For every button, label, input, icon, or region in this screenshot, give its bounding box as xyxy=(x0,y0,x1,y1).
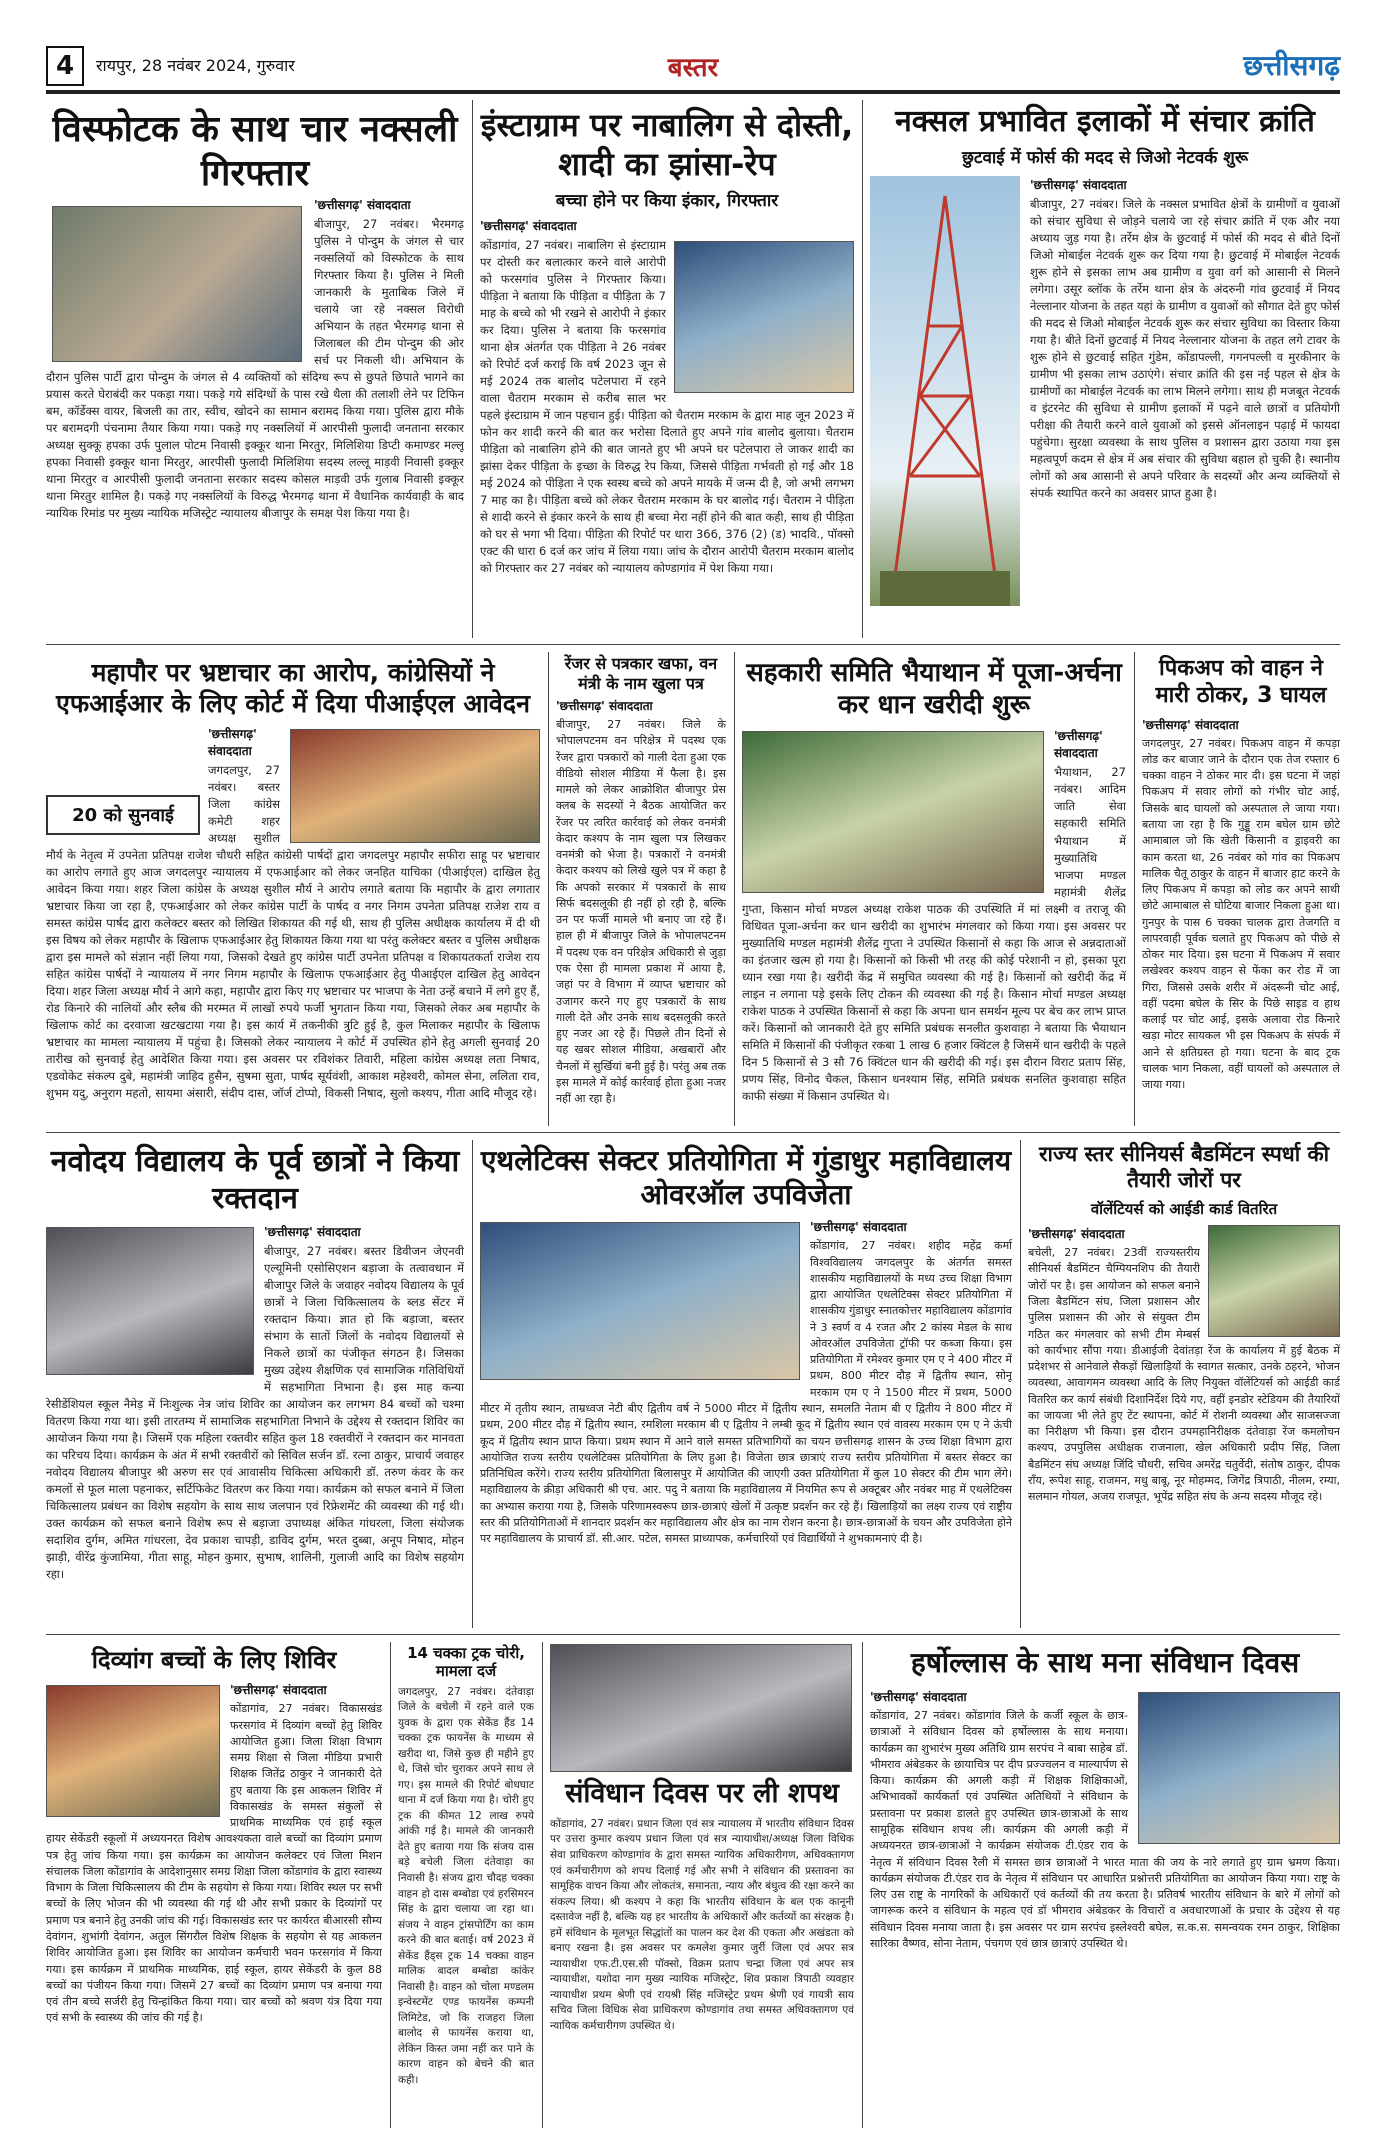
hearing-callout: 20 को सुनवाई xyxy=(46,795,200,835)
article-body: कोंडागांव, 27 नवंबर। नाबालिग से इंस्टाग्राम पर दोस्ती कर बलात्कार करने वाले आरोपी को फरसगांव पुलिस ने गिरफ्तार किया। पीड़िता ने बताया कि पीड़िता व पीड़िता के 7 माह के बच्चे को भी रखने से आरोपी ने इंकार कर दिया। पुलिस ने बताया कि फरसगांव थाना क्षेत्र अंतर्गत एक पीड़िता ने 26 नवंबर को रिपोर्ट दर्ज कराई कि वर्ष 2023 जून से मई 2024 तक बालोद पटेलपारा में रहने वाला चैतराम मरकाम से करीब साल भर पहले इंस्टाग्राम में जान पहचान हुई। पीड़िता को चैतराम मरकाम के द्वारा माह जून 2023 में फोन कर शादी करने की बात कर भरोसा दिलाते हुए अपने गांव बालोद बुलाया। चैतराम पीड़िता को नाबालिग होने की बात जानते हुए भी अपने घर पटेलपारा ले जाकर शादी का झांसा देकर पीड़िता के इच्छा के विरुद्ध रेप किया, जिससे पीड़िता गर्भवती हो गई और 18 मई 2024 को पीड़िता ने एक स्वस्थ बच्चे को अपने मायके में जन्म दी है, जो अभी लगभग 7 माह का है। पीड़िता बच्चे को लेकर चैतराम मरकाम के घर बालोद गई। चैतराम ने पीड़िता से शादी करने से इंकार करने के साथ ही बच्चा मेरा नहीं होने की बात कही, साथ ही पीड़िता को घर से भगा भी दिया। पीड़िता की रिपोर्ट पर धारा 366, 376 (2) (ड) भादवि., पॉक्सो एक्ट की धारा 6 दर्ज कर जांच में लिया गया। जांच के दौरान आरोपी चैतराम मरकाम बालोद को गिरफ्तार कर 27 नवंबर को न्यायालय कोण्डागांव में पेश किया गया। xyxy=(480,238,854,576)
article-body: कोंडागांव, 27 नवंबर। कोंडागांव जिले के कर्जी स्कूल के छात्र-छात्राओं ने संविधान दिवस को हर्षोल्लास के साथ मनाया। कार्यक्रम का शुभारंभ मुख्य अतिथि ग्राम सरपंच ने बाबा साहेब डॉ. भीमराव अंबेडकर के छायाचित्र पर दीप प्रज्ज्वलन व माल्यार्पण से किया। कार्यक्रम की अगली कड़ी में शिक्षक शिक्षिकाओं, अभिभावकों कार्यकर्ता एवं उपस्थित अतिथियों ने संविधान के प्रस्तावना पर प्रकाश डालते हुए उपस्थित छात्र-छात्राओं के साथ सामूहिक संविधान शपथ ली। कार्यक्रम की अगली कड़ी में अध्ययनरत छात्र-छात्राओं ने कार्यक्रम संयोजक टी.एंडर राव के नेतृत्व में संविधान दिवस रैली में समस्त छात्र छात्राओं ने भारत माता की जय के नारे लगाते हुए ग्राम भ्रमण किया। कार्यक्रम संयोजक टी.एंडर राव के नेतृत्व में संविधान पर आधारित प्रश्नोत्तरी प्रतियोगिता का आयोजन किया गया। राष्ट्र के लिए उस राष्ट्र के नागरिकों के अधिकारों एवं कर्तव्यों की तय करता है। प्रतिवर्ष भारतीय संविधान के बारे में लोगों को जागरूक करने व संविधान के महत्व एवं डॉ भीमराव अंबेडकर के विचारों व अवधारणाओं के प्रचार के उद्देश्य से यह संविधान दिवस मनाया जाता है। इस अवसर पर ग्राम सरपंच इस्लेश्वरी बघेल, स.क.स. समन्वयक रमन ठाकुर, शिक्षिका सारिका वैष्णव, सोना नेताम, पंचगण एवं छात्र छात्राएं उपस्थित थे। xyxy=(870,1709,1340,1950)
byline: 'छत्तीसगढ़' संवाददाता xyxy=(810,1220,907,1235)
headline: 14 चक्का ट्रक चोरी, मामला दर्ज xyxy=(407,1644,525,1681)
byline: 'छत्तीसगढ़' संवाददाता xyxy=(230,1683,327,1698)
article-body: बीजापुर, 27 नवंबर। बस्तर डिवीजन जेएनवी एल्यूमिनी एसोसिएशन बड़ाजा के तत्वावधान में बीजापुर जिले के जवाहर नवोदय विद्यालय के पूर्व छात्रों ने जिला चिकित्सालय के ब्लड सेंटर में रक्तदान किया। ज्ञात हो कि बड़ाजा, बस्तर संभाग के सातों जिलों के नवोदय विद्यालयों से निकले छात्रों का पंजीकृत संगठन है। जिसका मुख्य उद्देश्य शैक्षणिक एवं सामाजिक गतिविधियों में सहभागिता निभाना है। इस माह कन्या रेसीडेंशियल स्कूल नैमेड़ में निःशुल्क नेत्र जांच शिविर का आयोजन कर लगभग 84 बच्चों को चश्मा वितरण किया गया था। इसी तारतम्य में सामाजिक सहभागिता निभाने के उद्देश्य से रक्तदान शिविर का आयोजन किया गया है। जिसमें एक महिला रक्तवीर सहित कुल 18 रक्तवीरों ने रक्तदान कर मानवता का परिचय दिया। कार्यक्रम के अंत में सभी रक्तवीरों को सिविल सर्जन डॉ. रत्ना ठाकुर, प्राचार्य जवाहर नवोदय विद्यालय बीजापुर श्री अरुण सर एवं आवासीय चिकित्सा अधिकारी डॉ. तरुण कंवर के कर कमलों से फूल माला पहनाकर, सर्टिफिकेट वितरण कर किया गया। कार्यक्रम को सफल बनाने में जिला चिकित्सालय प्रबंधन का विशेष सहयोग के साथ साथ जलपान एवं रिफ्रेशमेंट की व्यवस्था की गई थी। उक्त कार्यक्रम को सफल बनाने विशेष रूप से बड़ाजा उपाध्यक्ष अंकित गांधरला, जिला संयोजक सदाशिव दुर्गम, अमित गांधरला, देव प्रकाश चापड़ी, डाविद दुर्गम, भरत दुब्बा, अनूप निषाद, मोहन झाड़ी, वीरेंद्र कुंजामिया, गीता साहू, मोहन कुमार, सुभाष, शालिनी, गुलाजी आदि का विशेष सहयोग रहा। xyxy=(46,1244,464,1582)
dateline: रायपुर, 28 नवंबर 2024, गुरुवार xyxy=(96,56,295,75)
subheadline: छुटवाई में फोर्स की मदद से जिओ नेटवर्क शुरू xyxy=(961,147,1249,168)
byline: 'छत्तीसगढ़' संवाददाता xyxy=(480,219,577,234)
camp-photo xyxy=(46,1685,220,1817)
byline: 'छत्तीसगढ़' संवाददाता xyxy=(870,1690,967,1705)
headline: विस्फोटक के साथ चार नक्सली गिरफ्तार xyxy=(52,109,458,194)
article-body: जगदलपुर, 27 नवंबर। बस्तर जिला कांग्रेस कमेटी शहर अध्यक्ष सुशील मौर्य के नेतृत्व में उपनेता प्रतिपक्ष राजेश चौधरी सहित कांग्रेसी पार्षदों द्वारा जगदलपुर महापौर सफीरा साहू पर भ्रष्टाचार का आरोप लगाते हुए आज जगदलपुर न्यायालय में एफआईआर को लेकर जनहित याचिका (पीआईएल) दाखिल हेतु आवेदन किया गया। शहर जिला कांग्रेस के अध्यक्ष सुशील मौर्य ने आरोप लगाते बताया कि महापौर के द्वारा लगातार भ्रष्टाचार किया जा रहा है, एफआईआर को लेकर कांग्रेस पार्टी के पार्षद व नगर निगम उपनेता प्रतिपक्ष राजेश राय व समस्त कांग्रेस पार्षद द्वारा कलेक्टर बस्तर को लिखित शिकायत की गई थी, साथ ही पुलिस अधीक्षक कार्यालय में दी थी इस विषय को लेकर महापौर के खिलाफ एफआईआर हेतु शिकायत किया गया था परंतु कलेक्टर बस्तर व पुलिस अधीक्षक द्वारा इस मामले को संज्ञान नहीं लिया गया, जिसको देखते हुए कांग्रेस पार्टी उपनेता प्रतिपक्ष व शिकायतकर्ता राजेश राय सहित कांग्रेस पार्षदों ने न्यायालय में नगर निगम महापौर के खिलाफ एफआईआर हेतु पीआईएल दाखिल हेतु आवेदन दिया। शहर जिला अध्यक्ष मौर्य ने आगे कहा, महापौर द्वारा किए गए भ्रष्टाचार पर भाजपा के नेता उन्हें बचाने में लगे हुए हैं, रोड किनारे की नालियों और स्लैब की मरम्मत में लाखों रुपये फर्जी भुगतान किया गया, जिसको लेकर अब महापौर के खिलाफ कोर्ट का दरवाजा खटखटाया गया है। इस कार्य में तकनीकी त्रुटि हुई है, कुल मिलाकर महापौर के खिलाफ भ्रष्टाचार का मामला न्यायालय में पहुंचा है। जिसको लेकर न्यायालय ने कोर्ट में उपस्थित होने हेतु अगली सुनवाई 20 तारीख को सुनवाई हेतु आदेशित किया गया। इस अवसर पर रविशंकर तिवारी, महिला कांग्रेस अध्यक्ष लता निषाद, एडवोकेट संकल्प दुबे, महामंत्री जाहिद हुसैन, सुषमा सुता, पार्षद सूर्यवंशी, आकाश महेश्वरी, कोमल सेना, ललिता राव, शुभम यदु, अनुराग महतो, सायमा अंसारी, संदीप दास, जॉर्ज टोप्पो, विकसी निषाद, सुलो कश्यप, गीता आदि मौजूद रहे। xyxy=(46,763,540,1101)
byline: 'छत्तीसगढ़' संवाददाता xyxy=(1028,1227,1125,1242)
headline: सहकारी समिति भैयाथान में पूजा-अर्चना कर धान खरीदी शुरू xyxy=(746,658,1122,720)
column-rule xyxy=(862,1642,863,2128)
byline: 'छत्तीसगढ़' संवाददाता xyxy=(556,699,653,714)
article-body: बीजापुर, 27 नवंबर। जिले के भोपालपटनम वन परिक्षेत्र में पदस्थ एक रेंजर द्वारा पत्रकारों को गाली देता हुआ एक वीडियो सोशल मीडिया में फैला है। इस मामले को लेकर आक्रोशित बीजापुर प्रेस क्लब के सदस्यों ने बैठक आयोजित कर रेंजर पर त्वरित कार्रवाई को लेकर वनमंत्री केदार कश्यप के नाम खुला पत्र लिखकर वनमंत्री को भेजा है। पत्रकारों ने वनमंत्री केदार कश्यप को लिखे खुले पत्र में कहा है कि अपको सरकार में पत्रकारों के साथ सिर्फ बदसलूकी ही नहीं हो रही है, बल्कि उन पर फर्जी मामले भी बनाए जा रहे हैं। हाल ही में बीजापुर जिले के भोपालपटनम में पदस्थ एक वन परिक्षेत्र अधिकारी से जुड़ा एक ऐसा ही मामला प्रकाश में आया है, जहां पर वे विभाग में व्याप्त भ्रष्टाचार को उजागर करने गए हुए पत्रकारों के साथ गाली देते और उनके साथ बदसलूकी करते हुए नजर आ रहे हैं। पिछले तीन दिनों से यह खबर सोशल मीडिया, अखबारों और चैनलों में सुर्खियां बनी हुई है। परंतु अब तक इस मामले में कोई कार्रवाई होता हुआ नजर नहीं आ रहा है। xyxy=(556,718,726,1106)
story-instagram xyxy=(480,100,854,638)
story-pickup xyxy=(1142,652,1340,1126)
page-number: 4 xyxy=(46,46,84,86)
story-naxal-arrest xyxy=(46,100,464,638)
headline: संविधान दिवस पर ली शपथ xyxy=(565,1778,839,1809)
article-body: कोंडागांव, 27 नवंबर। शहीद महेंद्र कर्मा विश्वविद्यालय जगदलपुर के अंतर्गत समस्त शासकीय महाविद्यालयों के मध्य उच्च शिक्षा विभाग द्वारा आयोजित एथलेटिक्स सेक्टर प्रतियोगिता में शासकीय गुंडाधुर स्नातकोत्तर महाविद्यालय कोंडागांव ने 3 स्वर्ण व 4 रजत और 2 कांस्य मेडल के साथ ओवरऑल उपविजेता ट्रॉफी पर कब्जा किया। इस प्रतियोगिता में रमेश्वर कुमार एम ए ने 400 मीटर में प्रथम, 800 मीटर दौड़ में द्वितीय स्थान, सोनू मरकाम एम ए ने 1500 मीटर में प्रथम, 5000 मीटर में तृतीय स्थान, ताम्रध्वज नेटी बीए द्वितीय वर्ष ने 5000 मीटर में द्वितीय स्थान, समलति नेताम बी ए द्वितीय ने 800 मीटर में प्रथम, 200 मीटर दौड़ में द्वितीय स्थान, रमशिला मरकाम बी ए द्वितीय ने लम्बी कूद में द्वितीय स्थान एवं वावस्य मरकाम एम ए ने ऊंची कूद में द्वितीय स्थान प्राप्त किया। प्रथम स्थान में आने वाले समस्त प्रतिभागियों का चयन छत्तीसगढ़ शासन के उच्च शिक्षा विभाग द्वारा आयोजित राज्य स्तरीय एथलेटिक्स प्रतियोगिता के लिए हुआ है। विजेता छात्र छात्राएं राज्य स्तरीय प्रतियोगिता में बस्तर सेक्टर का प्रतिनिधित्व करेंगे। राज्य स्तरीय प्रतियोगिता बिलासपुर में आयोजित की जाएगी उक्त प्रतियोगिता में कुल 10 सेक्टर की टीम भाग लेंगे। महाविद्यालय के क्रीड़ा अधिकारी श्री एच. आर. पदु ने बताया कि महाविद्यालय में नियमित रूप से अक्टूबर और नवंबर माह में एथलेटिक्स का अभ्यास कराया गया है, जिसके परिणामस्वरूप छात्र-छात्राएं खेलों में उत्कृष्ट प्रदर्शन कर रहे हैं। खिलाड़ियों का लक्ष्य राज्य एवं राष्ट्रीय स्तर की प्रतियोगिताओं में शानदार प्रदर्शन कर महाविद्यालय और क्षेत्र का नाम रोशन करना है। छात्र-छात्राओं के चयन और उपविजेता होने पर महाविद्यालय के प्राचार्य डॉ. सी.आर. पटेल, समस्त प्राध्यापक, कर्मचारियों एवं विद्यार्थियों ने शुभकामनाएं दी है। xyxy=(480,1239,1012,1546)
article-body: जगदलपुर, 27 नवंबर। पिकअप वाहन में कपड़ा लोड कर बाजार जाने के दौरान एक तेज रफ्तार 6 चक्का वाहन ने ठोकर मार दी। इस घटना में जहां पिकअप में सवार लोगों को गंभीर चोट आई, जिसके बाद घायलों को अस्पताल ले जाया गया। बताया जा रहा है कि गुड्डू राम बघेल ग्राम छोटे आमाबाल जो कि खेती किसानी व ड्राइवरी का काम करता था, 26 नवंबर को गांव का पिकअप मालिक चैतू ठाकुर के वाहन में बाजार हाट करने के लिए पिकअप में कपड़ा को लोड कर अपने साथी छोटे आमाबाल से घोटिया बाजार निकला हुआ था। गुनपुर के पास 6 चक्का चालक द्वारा तेजगति व लापरवाही पूर्वक चलाते हुए पिकअप को पीछे से ठोकर मार दिया। इस घटना में पिकअप में सवार लखेश्वर कश्यप वाहन से फेंका कर रोड में जा गिरा, जिससे उसके शरीर में अंदरूनी चोट आई, वहीं पदमा बघेल के सिर के पिछे साइड व हाथ कलाई पर चोट आई, इसके अलावा रोड किनारे खड़ा मोटर सायकल भी इस पिकअप के संपर्क में आने से क्षतिग्रस्त हो गया। घटना के बाद ट्रक चालक भाग निकला, वहीं घायलों को अस्पताल ले जाया गया। xyxy=(1142,736,1340,1092)
athletes-photo xyxy=(480,1222,800,1380)
headline: राज्य स्तर सीनियर्स बैडमिंटन स्पर्धा की तैयारी जोरों पर xyxy=(1038,1142,1330,1192)
accused-photo xyxy=(674,241,854,393)
headline: एथलेटिक्स सेक्टर प्रतियोगिता में गुंडाधुर महाविद्यालय ओवरऑल उपविजेता xyxy=(480,1144,1012,1212)
tower-photo xyxy=(870,176,1020,606)
story-athletics xyxy=(480,1140,1012,1628)
subheadline: वॉलेंटियर्स को आईडी कार्ड वितरित xyxy=(1090,1200,1278,1219)
section-name: बस्तर xyxy=(667,53,719,83)
tower-icon xyxy=(870,176,1020,606)
byline: 'छत्तीसगढ़' संवाददाता xyxy=(314,197,411,212)
article-body: कोंडागांव, 27 नवंबर। प्रधान जिला एवं सत्र न्यायालय में भारतीय संविधान दिवस पर उत्तरा कुमार कश्यप प्रधान जिला एवं सत्र न्यायाधीश/अध्यक्ष जिला विधिक सेवा प्राधिकरण कोण्डागांव के द्वारा समस्त न्यायिक अधिकारीगण, अधिवक्तागण एवं कर्मचारीगण को शपथ दिलाई गई और सभी ने संविधान की प्रस्तावना का सामूहिक वाचन किया और लोकतंत्र, समानता, न्याय और बंधुत्व की रक्षा करने का संकल्प लिया। श्री कश्यप ने कहा कि भारतीय संविधान के बल एक कानूनी दस्तावेज नहीं है, बल्कि यह हर भारतीय के अधिकारों और कर्तव्यों का संरक्षक है। हमें संविधान के मूलभूत सिद्धांतों का पालन कर देश की एकता और अखंडता को बनाए रखना है। इस अवसर पर कमलेश कुमार जुर्री जिला एवं अपर सत्र न्यायाधीश एफ.टी.एस.सी पॉक्सो, विक्रम प्रताप चन्द्रा जिला एवं अपर सत्र न्यायाधीश, यशोदा नाग मुख्य न्यायिक मजिस्ट्रेट, शिव प्रकाश त्रिपाठी व्यवहार न्यायाधीश प्रथम श्रेणी एवं रायश्री सिंह मजिस्ट्रेट प्रथम श्रेणी एवं गायत्री साय सचिव जिला विधिक सेवा प्राधिकरण कोण्डागांव तथा समस्त अधिवक्तागण एवं न्यायिक कर्मचारीगण उपस्थित थे। xyxy=(550,1817,854,2032)
column-rule xyxy=(542,1642,543,2128)
story-navodaya xyxy=(46,1140,464,1628)
story-samvidhan-day xyxy=(870,1642,1340,2128)
byline: 'छत्तीसगढ़' संवाददाता xyxy=(1030,177,1127,192)
masthead xyxy=(46,42,1340,94)
students-photo xyxy=(1138,1692,1340,1844)
byline: 'छत्तीसगढ़' संवाददाता xyxy=(208,727,257,758)
row-rule xyxy=(46,1132,1340,1133)
headline: पिकअप को वाहन ने मारी ठोकर, 3 घायल xyxy=(1155,656,1327,708)
arrest-photo xyxy=(52,206,302,362)
headline: इंस्टाग्राम पर नाबालिग से दोस्ती, शादी का झांसा-रेप xyxy=(480,106,854,184)
subheadline: बच्चा होने पर किया इंकार, गिरफ्तार xyxy=(555,191,779,212)
oath-photo xyxy=(550,1644,852,1772)
column-rule xyxy=(862,100,863,638)
blood-donation-photo xyxy=(46,1227,254,1375)
byline: 'छत्तीसगढ़' संवाददाता xyxy=(1142,717,1239,732)
story-mayor xyxy=(46,652,540,1126)
story-ranger xyxy=(556,652,726,1126)
congress-photo xyxy=(290,729,540,843)
puja-photo xyxy=(742,731,1044,893)
volunteers-photo xyxy=(1208,1225,1340,1337)
article-body: कोंडागांव, 27 नवंबर। विकासखंड फरसगांव में दिव्यांग बच्चों हेतु शिविर आयोजित हुआ। जिला शिक्षा विभाग समग्र शिक्षा से जिला मीडिया प्रभारी शिक्षक जितेंद्र ठाकुर ने जानकारी देते हुए बताया कि इस आकलन शिविर में विकासखंड के समस्त संकुलों से प्राथमिक माध्यमिक एवं हाई स्कूल हायर सेकेंडरी स्कूलों में अध्ययनरत विशेष आवश्यकता वाले बच्चों का दिव्यांग प्रमाण पत्र हेतु जांच किया गया। इस कार्यक्रम का आयोजन कलेक्टर एवं जिला मिशन संचालक जिला कोंडागांव के आदेशानुसार समग्र शिक्षा जिला कोंडागांव के द्वारा स्वास्थ्य विभाग के जिला चिकित्सालय की टीम के सहयोग से किया गया। शिविर स्थल पर सभी बच्चों के लिए भोजन की भी व्यवस्था की गई थी और सभी प्रकार के दिव्यांगों पर प्रमाण पत्र बनाने हेतु उनकी जांच की गई। विकासखंड स्तर पर कार्यरत बीआरसी सौम्य देवांगन, शुभांगी देवांगन, अतुल सिंगरौल विशेष शिक्षक के सहयोग से यह आकलन शिविर आयोजित हुआ। इस शिविर का आयोजन कर्मचारी भवन फरसगांव में किया गया। इस कार्यक्रम में प्राथमिक माध्यमिक, हाई स्कूल, हायर सेकेंडरी के कुल 88 बच्चों का पंजीयन किया गया। जिसमें 27 बच्चों का दिव्यांग प्रमाण पत्र बनाया गया एवं तीन बच्चे सर्जरी हेतु चिन्हांकित किया गया। चार बच्चों को श्रवण यंत्र दिया गया एवं सभी के स्वास्थ्य की जांच की गई है। xyxy=(46,1702,382,2025)
story-samvidhan-oath xyxy=(550,1642,854,2128)
column-rule xyxy=(1134,652,1135,1126)
column-rule xyxy=(472,1140,473,1628)
article-body: भैयाथान, 27 नवंबर। आदिम जाति सेवा सहकारी समिति भैयाथान में मुख्यातिथि भाजपा मण्डल महामंत्री शैलेंद्र गुप्ता, किसान मोर्चा मण्डल अध्यक्ष राकेश पाठक की उपस्थिति में मां लक्ष्मी व तराजू की विधिवत पूजा-अर्चना कर धान खरीदी का शुभारंभ मंगलवार को किया गया। इस अवसर पर मुख्यातिथि मण्डल महामंत्री शैलेंद्र गुप्ता ने उपस्थित किसानों से कहा कि आज से अन्नदाताओं का इंतजार खत्म हो गया है। किसानों को किसी भी तरह की कोई परेशानी न हो, इसका पूरा ध्यान रखा गया है। खरीदी केंद्र में समुचित व्यवस्था की गई है। किसानों को खरीदी केंद्र में लाइन न लगाना पड़े इसके लिए टोकन की व्यवस्था की गई है। किसान मोर्चा मण्डल अध्यक्ष राकेश पाठक ने उपस्थित किसानों से कहा कि अपना धान समर्थन मूल्य पर बेच कर लाभ प्राप्त करें। किसानों को जानकारी देते हुए समिति प्रबंधक सनलीत कुशवाहा ने बताया कि भैयाथान समिति में किसानों की पंजीकृत रकबा 1 लाख 6 हजार क्विंटल है जिसमें धान खरीदी के पहले दिन 5 किसानों से 3 सौ 76 क्विंटल धान की खरीदी की गई। इस दौरान विराट प्रताप सिंह, प्रणय सिंह, विनोद चैकल, किसान धनश्याम सिंह, समिति प्रबंधक सनलित कुशवाहा सहित काफी संख्या में किसान उपस्थित थे। xyxy=(742,765,1126,1103)
story-paddy xyxy=(742,652,1126,1126)
headline: दिव्यांग बच्चों के लिए शिविर xyxy=(91,1646,337,1674)
headline: हर्षोल्लास के साथ मना संविधान दिवस xyxy=(910,1646,1300,1679)
story-truck xyxy=(398,1642,534,2128)
column-rule xyxy=(472,100,473,638)
article-body: बीजापुर, 27 नवंबर। भैरमगढ़ पुलिस ने पोन्दुम के जंगल से चार नक्सलियों को विस्फोटक के साथ गिरफ्तार किया है। पुलिस ने मिली जानकारी के मुताबिक जिले में चलाये जा रहे नक्सल विरोधी अभियान के तहत भैरमगढ़ थाना से जिलाबल की टीम पोन्दुम की ओर सर्च पर निकली थी। अभियान के दौरान पुलिस पार्टी द्वारा पोन्दुम के जंगल से 4 व्यक्तियों को संदिग्ध रूप से छुपते छिपाते भागने का प्रयास करते घेराबंदी कर पकड़ा गया। पकड़े गये संदिग्धों के पास रखे थैला की तलाशी लेने पर टिफिन बम, कॉर्डेक्स वायर, बिजली का तार, स्वीच, खोदने का सामान बरामद किया गया। पुलिस द्वारा मौके पर बरामदगी पंचनामा तैयार किया गया। पकड़े गए नक्सलियों में आरपीसी फुलादी जनताना सरकार अध्यक्ष सुक्कू हपका उर्फ पुलाल पोटम निवासी इक्कूर थाना मिरतुर, मिलिशिया डिप्टी कमाण्डर मल्लू हपका निवासी इक्कूर थाना मिरतुर, आरपीसी फुलादी मिलिशिया सदस्य लल्लू माड़वी निवासी इक्कूर थाना मिरतुर व आरपीसी फुलादी जनताना सरकार सदस्य कोसल माड़वी उर्फ गुलाब निवासी इक्कूर थाना मिरतुर शामिल है। पकड़े गए नक्सलियों के विरुद्ध भैरमगढ़ थाना में वैधानिक कार्यवाही के बाद न्यायिक रिमांड पर मुख्य न्यायिक मजिस्ट्रेट न्यायालय बीजापुर के समक्ष पेश किया गया है। xyxy=(46,216,464,521)
story-badminton xyxy=(1028,1140,1340,1628)
column-rule xyxy=(390,1642,391,2128)
row-rule xyxy=(46,644,1340,645)
story-network xyxy=(870,100,1340,638)
headline: नक्सल प्रभावित इलाकों में संचार क्रांति xyxy=(895,104,1315,139)
column-rule xyxy=(548,652,549,1126)
article-body: बीजापुर, 27 नवंबर। जिले के नक्सल प्रभावित क्षेत्रों के ग्रामीणों व युवाओं को संचार सुविधा से जोड़ने चलाये जा रहे संचार क्रांति में एक और नया अध्याय जुड़ गया है। तर्रेम क्षेत्र के छुटवाई में फोर्स की मदद से बीते दिनों जिओ मोबाईल नेटवर्क शुरू कर दिया गया है। छुटवाई में मोबाईल नेटवर्क शुरू होने से इसका लाभ अब ग्रामीण व युवा वर्ग को आसानी से मिलने लगेगा। उसूर ब्लॉक के तर्रेम थाना क्षेत्र के अंदरुनी गांव छुटवाई में नियद नेल्लानार योजना के तहत यहां के ग्रामीण व युवाओं को सौगात देते हुए फोर्स की मदद से जिओ मोबाईल नेटवर्क शुरू कर संचार सुविधा का विस्तार किया गया है। बीते दिनों छुटवाई में नियद नेल्लानार योजना के तहत लगे टावर के शुरू होने से छुटवाई सहित गुंडेम, कोंडापल्ली, गगनपल्ली व मुरकीनार के ग्रामीण भी इसका लाभ उठाएंगे। संचार क्रांति की इस नई पहल से क्षेत्र के ग्रामीणों का मोबाईल नेटवर्क का लाभ मिलने लगेगा। साथ ही मजबूत नेटवर्क व इंटरनेट की सुविधा से ग्रामीण इलाकों में पढ़ने वाले छात्रों व प्रतियोगी परीक्षा की तैयारी करने वाले युवाओं को इससे ऑनलाइन पढ़ाई में फायदा पहुंचेगा। सुरक्षा व्यवस्था के साथ पुलिस व प्रशासन द्वारा उठाया गया इस महत्वपूर्ण कदम से क्षेत्र में अब संचार की सुविधा बहाल हो चुकी है। स्थानीय लोगों को अब आसानी से अपने परिवार के सदस्यों और अन्य व्यक्तियों से संपर्क स्थापित करने का अवसर प्राप्त हुआ है। xyxy=(1030,196,1340,500)
byline: 'छत्तीसगढ़' संवाददाता xyxy=(1054,729,1103,761)
brand-name: छत्तीसगढ़ xyxy=(1243,49,1340,82)
article-body: जगदलपुर, 27 नवंबर। दंतेवाड़ा जिले के बचेली में रहने वाले एक युवक के द्वारा एक सेकेंड हैंड 14 चक्का ट्रक फायनेंस के माध्यम से खरीदा था, जिसे कुछ ही महीने हुए थे, जिसे चोर चुराकर अपने साथ ले गए। इस मामले की रिपोर्ट बोधघाट थाना में दर्ज किया गया है। चोरी हुए ट्रक की कीमत 12 लाख रुपये आंकी गई है। मामले की जानकारी देते हुए बताया गया कि संजय दास बड़े बचेली जिला दंतेवाड़ा का निवासी है। संजय द्वारा चौदह चक्का वाहन हो दास बम्बोडा एवं हरसिमरन सिंह के द्वारा चलाया जा रहा था। संजय ने वाहन ट्रांसपोर्टिंग का काम करने की बात बताई। वर्ष 2023 में सेकेंड हैंड्स ट्रक 14 चक्का वाहन मालिक बादल बम्बोडा कांकेर निवासी है। वाहन को चोला मण्डलम इन्वेस्टमेंट एण्ड फायनेंस कम्पनी लिमिटेड, जो कि राजहरा जिला बालोद से फायनेंस कराया था, लेकिन किस्त जमा नहीं कर पाने के कारण वाहन को बेचने की बात कही। xyxy=(398,1685,534,2086)
headline: नवोदय विद्यालय के पूर्व छात्रों ने किया रक्तदान xyxy=(50,1144,460,1216)
headline: महापौर पर भ्रष्टाचार का आरोप, कांग्रेसियों ने एफआईआर के लिए कोर्ट में दिया पीआईएल आवेदन xyxy=(56,658,530,718)
article-body: बचेली, 27 नवंबर। 23वीं राज्यस्तरीय सीनियर्स बैडमिंटन चैम्पियनशिप की तैयारी जोरों पर है। इस आयोजन को सफल बनाने जिला बैडमिंटन संघ, जिला प्रशासन और पुलिस प्रशासन की ओर से संयुक्त टीम गठित कर मंगलवार को सभी टीम मेम्बर्स को कार्यभार सौंपा गया। डीआईजी देवांतड़ा रेंज के कार्यालय में हुई बैठक में प्रदेशभर से आनेवाले सैकड़ों खिलाड़ियों के स्वागत सत्कार, उनके ठहरने, भोजन व्यवस्था, आवागमन व्यवस्था आदि के लिए नियुक्त वॉलेंटियर्स को आईडी कार्ड वितरित कर कार्य संबंधी दिशानिर्देश दिये गए, वहीं इनडोर स्टेडियम की तैयारियों का जायजा भी लेते हुए टेंट स्थापना, कोर्ट में रोशनी व्यवस्था और साजसज्जा का निरीक्षण भी किया। इस दौरान उपमहानिरीक्षक दंतेवाड़ा रेंज कमलोचन कश्यप, उपपुलिस अधीक्षक राजनाला, खेल अधिकारी प्रदीप सिंह, जिला बैडमिंटन संघ अध्यक्ष जिंदि चौधरी, सचिव अमरेंद्र चतुर्वेदी, संतोष ठाकुर, दीपक राँय, रूपेश साहू, राजमन, मधु बाबू, नूर मोहम्मद, जिगेंद्र त्रिपाठी, नीलम, रम्या, सलमान गोयल, अजय राजपूत, भूपेंद्र सहित संघ के अन्य सदस्य मौजूद रहे। xyxy=(1028,1246,1340,1504)
headline: रेंजर से पत्रकार खफा, वन मंत्री के नाम खुला पत्र xyxy=(564,654,718,693)
column-rule xyxy=(1020,1140,1021,1628)
column-rule xyxy=(734,652,735,1126)
row-rule xyxy=(46,1634,1340,1635)
story-divyang xyxy=(46,1642,382,2128)
byline: 'छत्तीसगढ़' संवाददाता xyxy=(264,1225,361,1240)
